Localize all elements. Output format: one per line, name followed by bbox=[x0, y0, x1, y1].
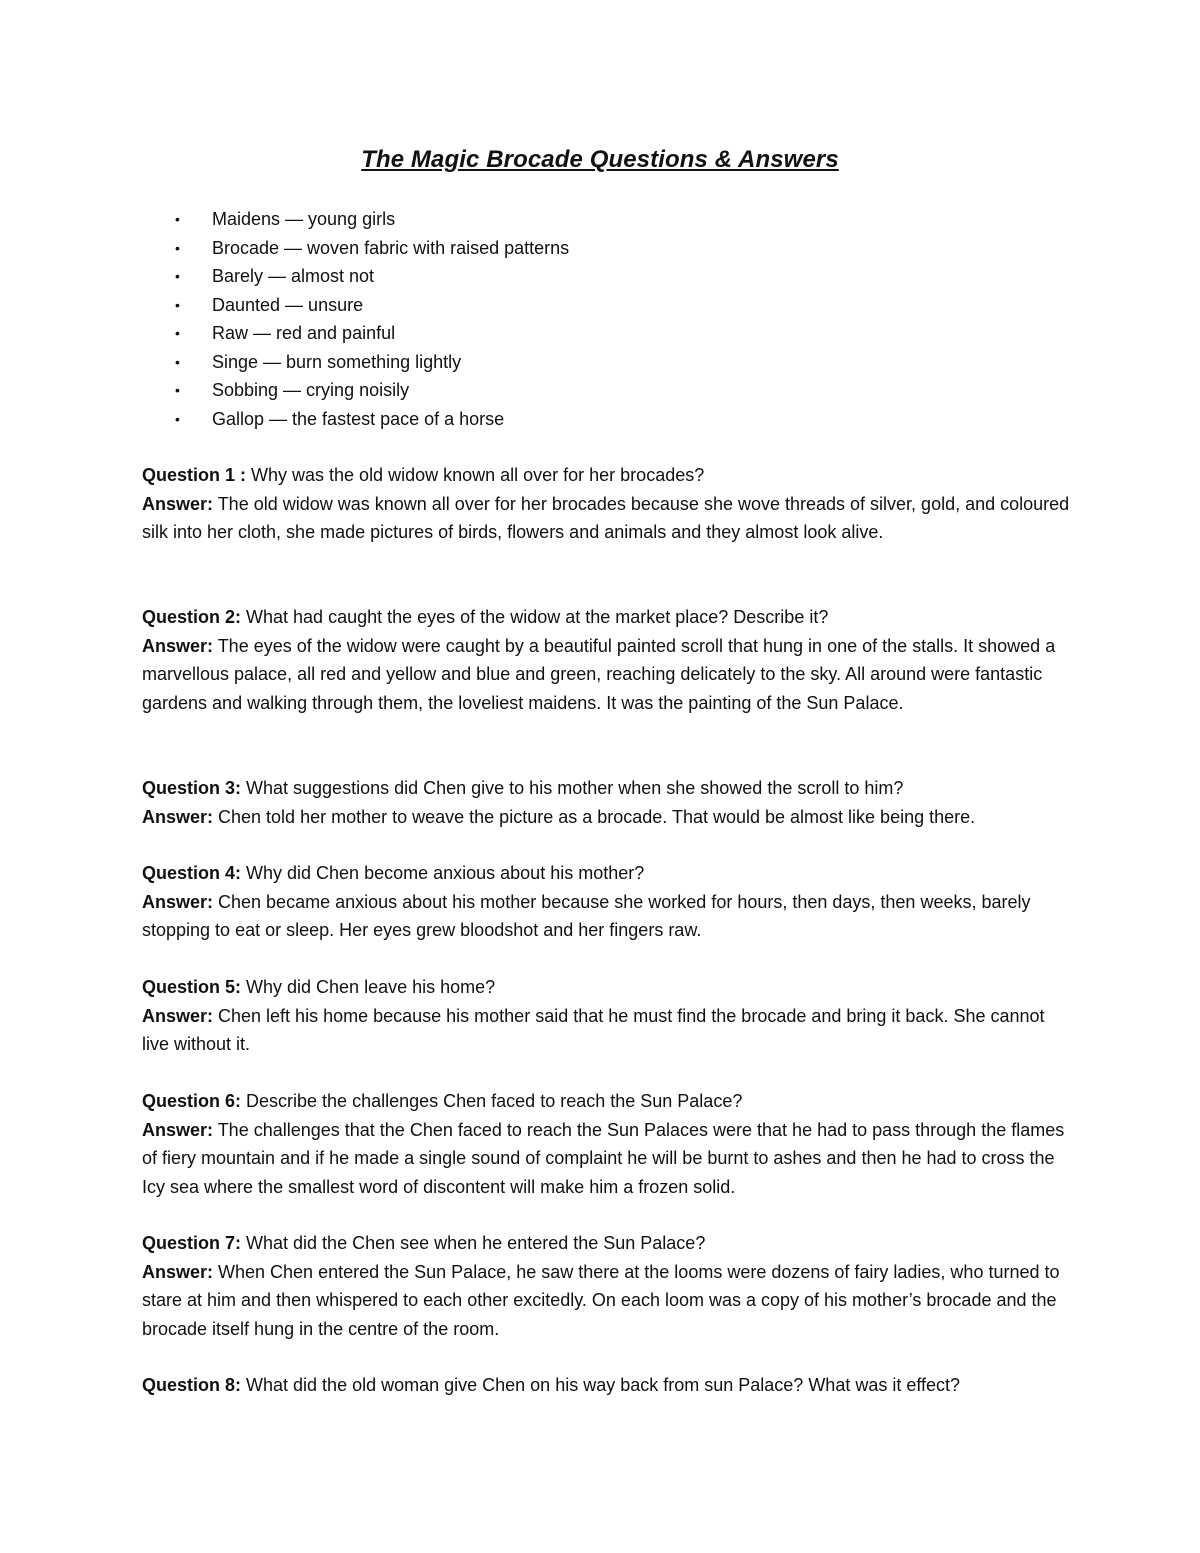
question-text: Why was the old widow known all over for her brocades? bbox=[246, 465, 705, 485]
qa-block-2 bbox=[142, 603, 1072, 717]
answer-text: The eyes of the widow were caught by a beautiful painted scroll that hung in one of the stalls. It showed a marvellous palace, all red and yellow and blue and green, reaching delicately to the sky. All around were fantastic gardens and walking through them, the loveliest maidens. It was the painting of the Sun Palace. bbox=[142, 635, 1056, 713]
question-text: What did the Chen see when he entered the Sun Palace? bbox=[241, 1233, 706, 1253]
answer-label: Answer: bbox=[142, 1261, 214, 1282]
question-label: Question 4: bbox=[142, 863, 242, 883]
question-text: Describe the challenges Chen faced to reach the Sun Palace? bbox=[241, 1091, 743, 1111]
answer-text: Chen left his home because his mother said that he must find the brocade and bring it back. She cannot live without it. bbox=[142, 1005, 1045, 1054]
answer-text: When Chen entered the Sun Palace, he saw there at the looms were dozens of fairy ladies, who turned to stare at him and then whispered to each other excitedly. On each loom was a copy of his mother’s brocade and the brocade itself hung in the centre of the room. bbox=[142, 1261, 1060, 1339]
question-label: Question 1 : bbox=[142, 465, 247, 485]
list-item bbox=[175, 405, 569, 434]
qa-block-3 bbox=[142, 774, 1072, 831]
answer-text: The challenges that the Chen faced to reach the Sun Palaces were that he had to pass through the flames of fiery mountain and if he made a single sound of complaint he will be burnt to ashes and then he had to cross the Icy sea where the smallest word of discontent will make him a frozen solid. bbox=[142, 1119, 1065, 1197]
qa-block-5 bbox=[142, 973, 1072, 1059]
question bbox=[142, 1229, 1072, 1258]
answer-text: The old widow was known all over for her brocades because she wove threads of silver, gold, and coloured silk into her cloth, she made pictures of birds, flowers and animals and they almost look alive. bbox=[142, 493, 1070, 542]
question-text: What had caught the eyes of the widow at the market place? Describe it? bbox=[241, 607, 829, 627]
question-label: Question 2: bbox=[142, 607, 242, 627]
bullet-icon: • bbox=[175, 353, 180, 370]
bullet-icon: • bbox=[175, 410, 180, 427]
vocab-text: Gallop — the fastest pace of a horse bbox=[212, 408, 505, 429]
answer-label: Answer: bbox=[142, 806, 214, 827]
qa-block-8 bbox=[142, 1371, 1072, 1400]
answer-text: Chen told her mother to weave the picture as a brocade. That would be almost like being there. bbox=[213, 806, 976, 827]
answer bbox=[142, 1002, 1072, 1059]
question-label: Question 5: bbox=[142, 977, 242, 997]
list-item bbox=[175, 376, 569, 405]
question bbox=[142, 603, 1072, 632]
question-text: What suggestions did Chen give to his mother when she showed the scroll to him? bbox=[241, 778, 904, 798]
list-item bbox=[175, 262, 569, 291]
question-text: What did the old woman give Chen on his way back from sun Palace? What was it effect? bbox=[241, 1375, 961, 1395]
list-item bbox=[175, 234, 569, 263]
question bbox=[142, 859, 1072, 888]
answer bbox=[142, 632, 1072, 718]
bullet-icon: • bbox=[175, 239, 180, 256]
answer-label: Answer: bbox=[142, 891, 214, 912]
question-text: Why did Chen leave his home? bbox=[241, 977, 496, 997]
answer bbox=[142, 803, 1072, 832]
answer bbox=[142, 888, 1072, 945]
answer-label: Answer: bbox=[142, 1005, 214, 1026]
qa-block-4 bbox=[142, 859, 1072, 945]
list-item bbox=[175, 205, 569, 234]
page-title: The Magic Brocade Questions & Answers bbox=[361, 146, 839, 173]
list-item bbox=[175, 291, 569, 320]
question bbox=[142, 1371, 1072, 1400]
answer-text: Chen became anxious about his mother because she worked for hours, then days, then weeks, barely stopping to eat or sleep. Her eyes grew bloodshot and her fingers raw. bbox=[142, 891, 1031, 940]
bullet-icon: • bbox=[175, 268, 180, 284]
question-label: Question 6: bbox=[142, 1091, 242, 1111]
vocab-text: Raw — red and painful bbox=[212, 323, 396, 343]
list-item bbox=[175, 319, 569, 348]
qa-block-7 bbox=[142, 1229, 1072, 1343]
question bbox=[142, 973, 1072, 1002]
question bbox=[142, 1087, 1072, 1116]
answer-label: Answer: bbox=[142, 1119, 214, 1140]
vocab-text: Singe — burn something lightly bbox=[212, 351, 462, 372]
question-label: Question 8: bbox=[142, 1375, 242, 1395]
vocab-text: Sobbing — crying noisily bbox=[212, 380, 410, 400]
vocab-text: Barely — almost not bbox=[212, 266, 375, 286]
question bbox=[142, 461, 1072, 490]
answer-label: Answer: bbox=[142, 493, 214, 514]
vocab-text: Brocade — woven fabric with raised patterns bbox=[212, 237, 570, 258]
qa-block-6 bbox=[142, 1087, 1072, 1201]
question-text: Why did Chen become anxious about his mother? bbox=[241, 863, 645, 883]
bullet-icon: • bbox=[175, 211, 180, 227]
bullet-icon: • bbox=[175, 325, 180, 341]
bullet-icon: • bbox=[175, 296, 180, 313]
answer-label: Answer: bbox=[142, 635, 214, 656]
vocab-text: Maidens — young girls bbox=[212, 209, 396, 229]
bullet-icon: • bbox=[175, 382, 180, 398]
answer bbox=[142, 490, 1072, 547]
vocab-text: Daunted — unsure bbox=[212, 294, 364, 315]
question-label: Question 3: bbox=[142, 778, 242, 798]
list-item bbox=[175, 348, 569, 377]
question-label: Question 7: bbox=[142, 1233, 242, 1253]
qa-block-1 bbox=[142, 461, 1072, 547]
answer bbox=[142, 1258, 1072, 1344]
answer bbox=[142, 1116, 1072, 1202]
vocabulary-list bbox=[175, 205, 569, 433]
question bbox=[142, 774, 1072, 803]
